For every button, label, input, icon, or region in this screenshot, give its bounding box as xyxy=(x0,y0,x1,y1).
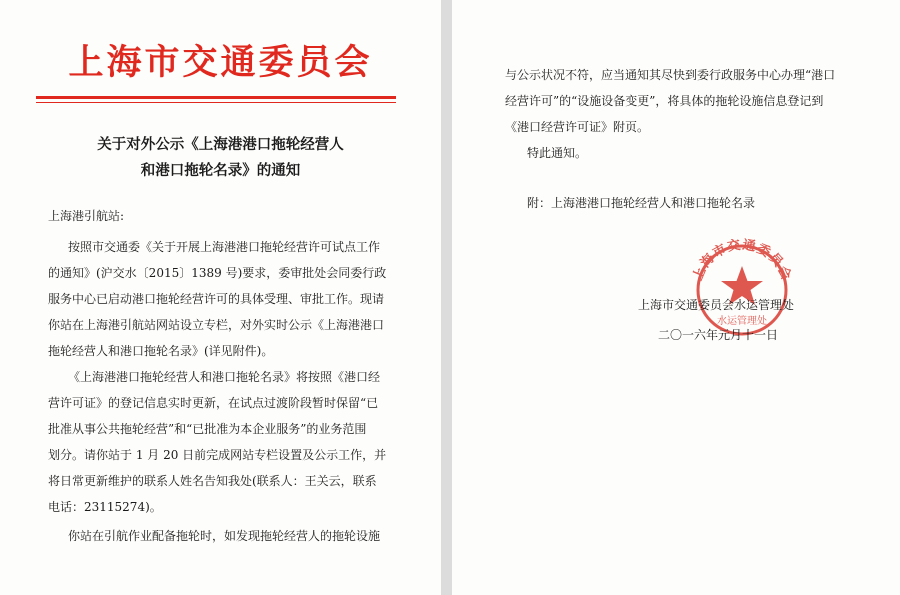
body-line: 你站在上海港引航站网站设立专栏，对外实时公示《上海港港口 xyxy=(48,318,385,332)
page-gap xyxy=(441,0,452,595)
red-rule-thin xyxy=(36,102,396,103)
official-seal xyxy=(678,236,806,336)
body-line: 《港口经营许可证》附页。 xyxy=(505,120,650,134)
body-line: 你站在引航作业配备拖轮时，如发现拖轮经营人的拖轮设施 xyxy=(68,529,381,543)
signature-org: 上海市交通委员会水运管理处 xyxy=(638,298,795,312)
letterhead: 上海市交通委员会 xyxy=(68,43,373,83)
signature-date: 二〇一六年元月十一日 xyxy=(658,328,779,342)
body-line: 批准从事公共拖轮经营”和“已批准为本企业服务”的业务范围 xyxy=(48,422,367,436)
body-line: 营许可证》的登记信息实时更新，在试点过渡阶段暂时保留“已 xyxy=(48,396,379,410)
document-title-line-2: 和港口拖轮名录》的通知 xyxy=(140,162,301,179)
body-line: 电话：23115274)。 xyxy=(48,500,162,514)
body-line: 的通知》(沪交水〔2015〕1389 号)要求，委审批处会同委行政 xyxy=(48,266,387,280)
salutation: 上海港引航站: xyxy=(48,209,125,223)
body-line: 服务中心已启动港口拖轮经营许可的具体受理、审批工作。现请 xyxy=(48,292,385,306)
seal-ring-text: 上海市交通委员会 xyxy=(690,237,794,283)
body-line: 经营许可”的“设施设备变更”，将具体的拖轮设施信息登记到 xyxy=(505,94,824,108)
seal-center-text: 水运管理处 xyxy=(717,316,767,327)
attachment-note: 附：上海港港口拖轮经营人和港口拖轮名录 xyxy=(527,196,756,210)
body-line: 《上海港港口拖轮经营人和港口拖轮名录》将按照《港口经 xyxy=(68,370,381,384)
body-line: 按照市交通委《关于开展上海港港口拖轮经营许可试点工作 xyxy=(68,240,381,254)
document-title-line-1: 关于对外公示《上海港港口拖轮经营人 xyxy=(97,136,344,153)
red-rule-thick xyxy=(36,96,396,99)
body-line: 与公示状况不符，应当通知其尽快到委行政服务中心办理“港口 xyxy=(505,68,836,82)
closing-line: 特此通知。 xyxy=(527,146,588,160)
body-line: 划分。请你站于 1 月 20 日前完成网站专栏设置及公示工作，并 xyxy=(48,448,387,462)
body-line: 将日常更新维护的联系人姓名告知我处(联系人：王关云，联系 xyxy=(48,474,377,488)
body-line: 拖轮经营人和港口拖轮名录》(详见附件)。 xyxy=(48,344,274,358)
